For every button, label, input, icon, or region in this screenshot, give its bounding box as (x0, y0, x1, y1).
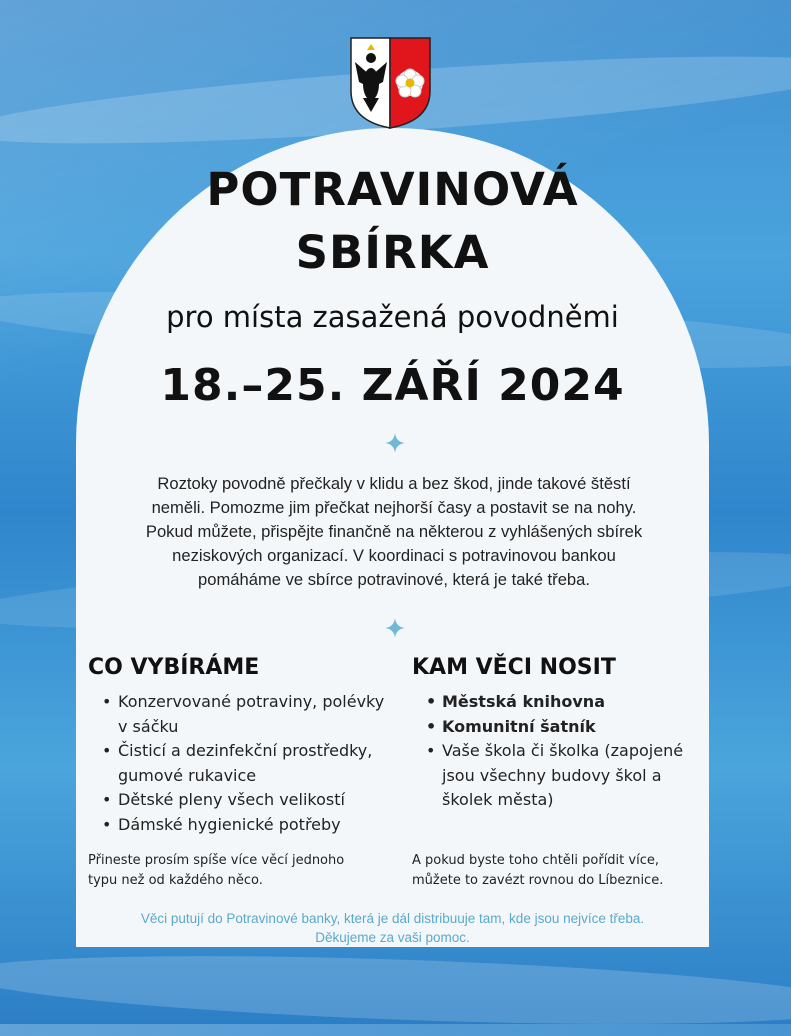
where-note (412, 851, 707, 891)
footer-note (76, 909, 709, 947)
list-item: • Městská knihovna (424, 690, 699, 715)
sparkle-icon (385, 618, 405, 638)
intro-line: Roztoky povodně přečkaly v klidu a bez škod, jinde takové štěstí (157, 474, 631, 493)
list-item: • Vaše škola či školka (zapojené jsou všechny budovy škol a školek města) (424, 739, 699, 813)
list-item: • Dětské pleny všech velikostí (100, 788, 390, 813)
list-item: • Čisticí a dezinfekční prostředky, gumové rukavice (100, 739, 390, 788)
footer-line: Věci putují do Potravinové banky, která je dál distribuuje tam, kde jsou nejvíce třeba. (140, 911, 645, 926)
note-line: Přineste prosím spíše více věcí jednoho (88, 853, 345, 868)
list-item: • Dámské hygienické potřeby (100, 813, 390, 838)
town-coat-of-arms-icon (349, 36, 432, 130)
collect-list (100, 690, 390, 837)
intro-line: neměli. Pomozme jim přečkat nejhorší časy a postavit se na nohy. (151, 498, 637, 517)
list-item: • Komunitní šatník (424, 715, 699, 740)
footer-line: Děkujeme za vaši pomoc. (315, 930, 470, 945)
background-wave (0, 944, 791, 1035)
where-heading: KAM VĚCI NOSIT (412, 655, 616, 680)
poster-title-line2: SBÍRKA (295, 226, 490, 279)
note-line: typu než od každého něco. (88, 873, 263, 888)
poster-title-line1: POTRAVINOVÁ (206, 163, 579, 216)
collect-note (88, 851, 388, 891)
note-line: můžete to zavézt rovnou do Líbeznice. (412, 873, 664, 888)
collection-dates: 18.–25. ZÁŘÍ 2024 (160, 360, 625, 411)
collect-heading: CO VYBÍRÁME (88, 655, 260, 680)
intro-line: neziskových organizací. V koordinaci s potravinovou bankou (172, 546, 616, 565)
intro-paragraph (92, 472, 696, 592)
intro-line: pomáháme ve sbírce potravinové, která je také třeba. (197, 570, 590, 589)
note-line: A pokud byste toho chtěli pořídit více, (412, 853, 659, 868)
list-item: • Konzervované potraviny, polévky v sáčku (100, 690, 390, 739)
where-list (424, 690, 699, 813)
poster-subtitle: pro místa zasažená povodněmi (166, 300, 619, 334)
intro-line: Pokud můžete, přispějte finančně na některou z vyhlášených sbírek (145, 522, 643, 541)
sparkle-icon (385, 433, 405, 453)
